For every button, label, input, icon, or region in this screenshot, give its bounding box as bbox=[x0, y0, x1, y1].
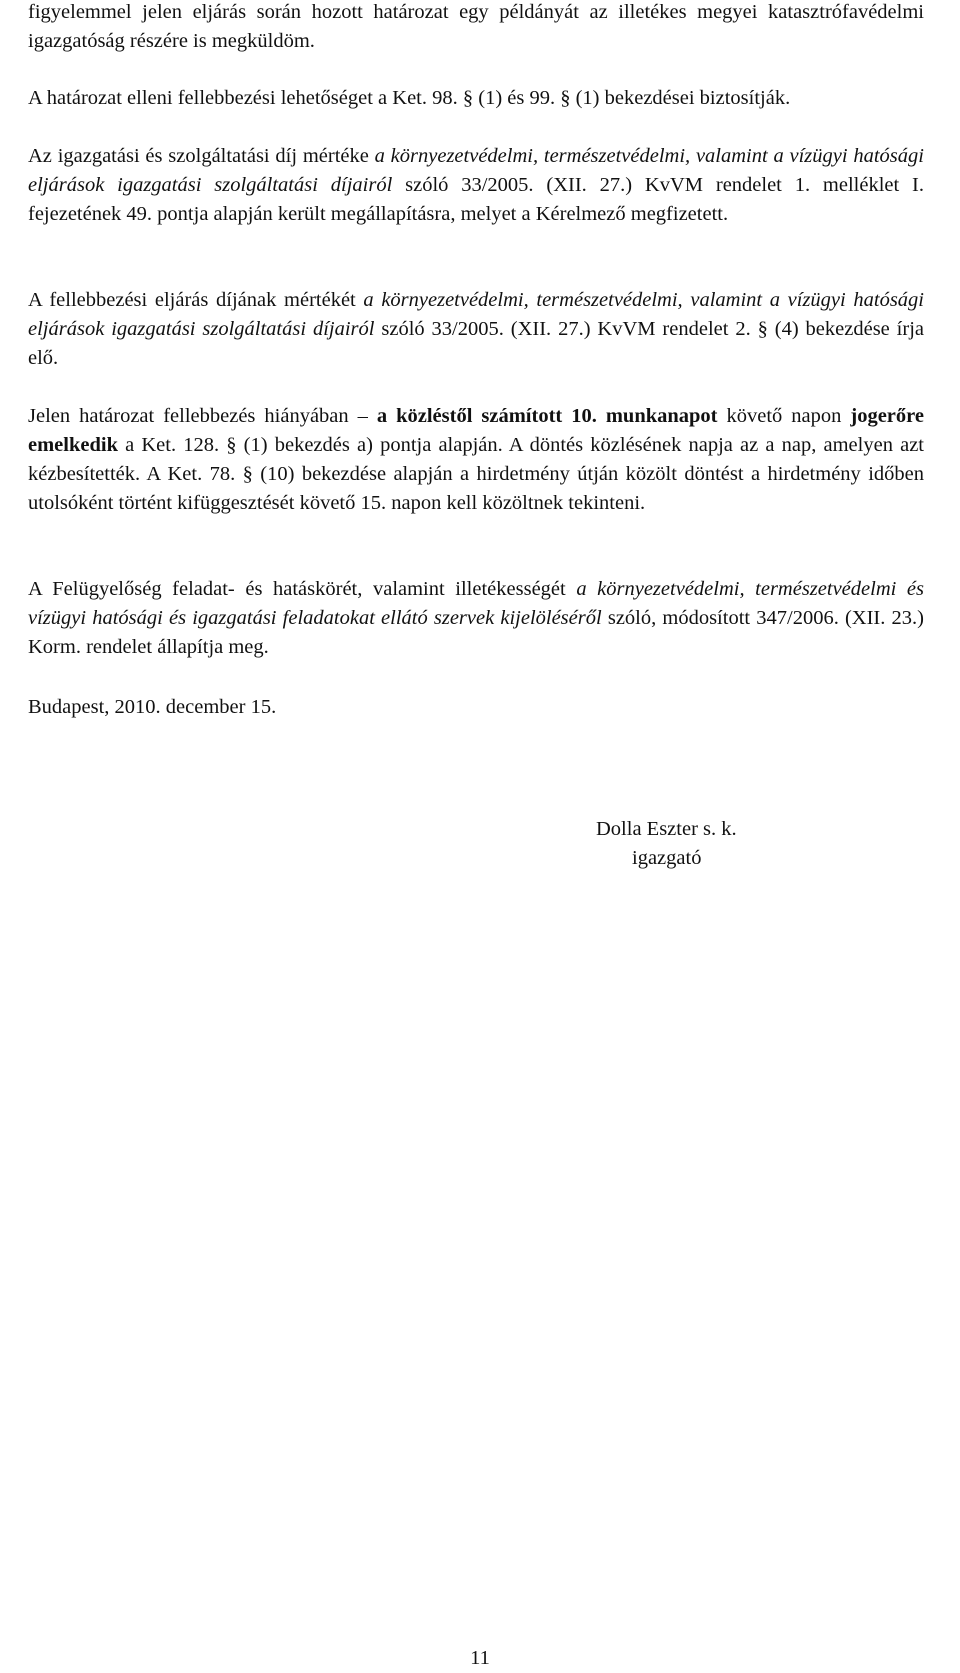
signatory-role: igazgató bbox=[632, 847, 702, 869]
place-and-date bbox=[28, 693, 924, 722]
date-text: Budapest, 2010. december 15. bbox=[28, 696, 277, 718]
signatory-name: Dolla Eszter s. k. bbox=[596, 818, 737, 840]
paragraph-text: Az igazgatási és szolgáltatási díj mértéke bbox=[28, 145, 375, 167]
paragraph-text: szóló 33/2005. (XII. 27.) KvVM rendelet 2. § (4) bekezdése írja elő. bbox=[28, 318, 924, 369]
paragraph-competence bbox=[28, 575, 924, 662]
emphasis-finality: jogerőre emelkedik bbox=[28, 405, 924, 456]
paragraph-text: A határozat elleni fellebbezési lehetőséget a Ket. 98. § (1) és 99. § (1) bekezdései biztosítják. bbox=[28, 87, 791, 109]
paragraph-text: Jelen határozat fellebbezés hiányában – bbox=[28, 405, 377, 427]
paragraph-copy-notice bbox=[28, 0, 924, 56]
paragraph-appeal-fee bbox=[28, 286, 924, 373]
paragraph-text: a Ket. 128. § (1) bekezdés a) pontja alapján. A döntés közlésének napja az a nap, amelyen azt kézbesítették. A Ket. 78. § (10) bekezdése alapján a hirdetmény útján közölt döntést a hirdetmény időben utolsóként történt kifüggesztését követő 15. napon kell közöltnek tekinteni. bbox=[28, 434, 924, 514]
paragraph-text: szóló, módosított 347/2006. (XII. 23.) Korm. rendelet állapítja meg. bbox=[28, 607, 924, 658]
page-number: 11 bbox=[470, 1647, 490, 1669]
paragraph-finality bbox=[28, 402, 924, 518]
paragraph-fee-amount bbox=[28, 142, 924, 229]
regulation-title: a környezetvédelmi, természetvédelmi, valamint a vízügyi hatósági eljárások igazgatási szolgáltatási díjairól bbox=[28, 289, 924, 340]
paragraph-appeal-right bbox=[28, 84, 924, 113]
paragraph-text: követő napon bbox=[717, 405, 851, 427]
signature-block bbox=[596, 815, 796, 873]
emphasis-deadline: a közléstől számított 10. munkanapot bbox=[376, 405, 718, 427]
paragraph-text: szóló 33/2005. (XII. 27.) KvVM rendelet 1. melléklet I. fejezetének 49. pontja alapján került megállapításra, melyet a Kérelmező megfizetett. bbox=[28, 174, 924, 225]
paragraph-text: figyelemmel jelen eljárás során hozott határozat egy példányát az illetékes megyei katasztrófavédelmi igazgatóság részére is megküldöm. bbox=[28, 1, 924, 52]
paragraph-text: A fellebbezési eljárás díjának mértékét bbox=[28, 289, 364, 311]
regulation-title: a környezetvédelmi, természetvédelmi és vízügyi hatósági és igazgatási feladatokat ellátó szervek kijelöléséről bbox=[28, 578, 924, 629]
regulation-title: a környezetvédelmi, természetvédelmi, valamint a vízügyi hatósági eljárások igazgatási szolgáltatási díjairól bbox=[28, 145, 924, 196]
paragraph-text: A Felügyelőség feladat- és hatáskörét, valamint illetékességét bbox=[28, 578, 577, 600]
